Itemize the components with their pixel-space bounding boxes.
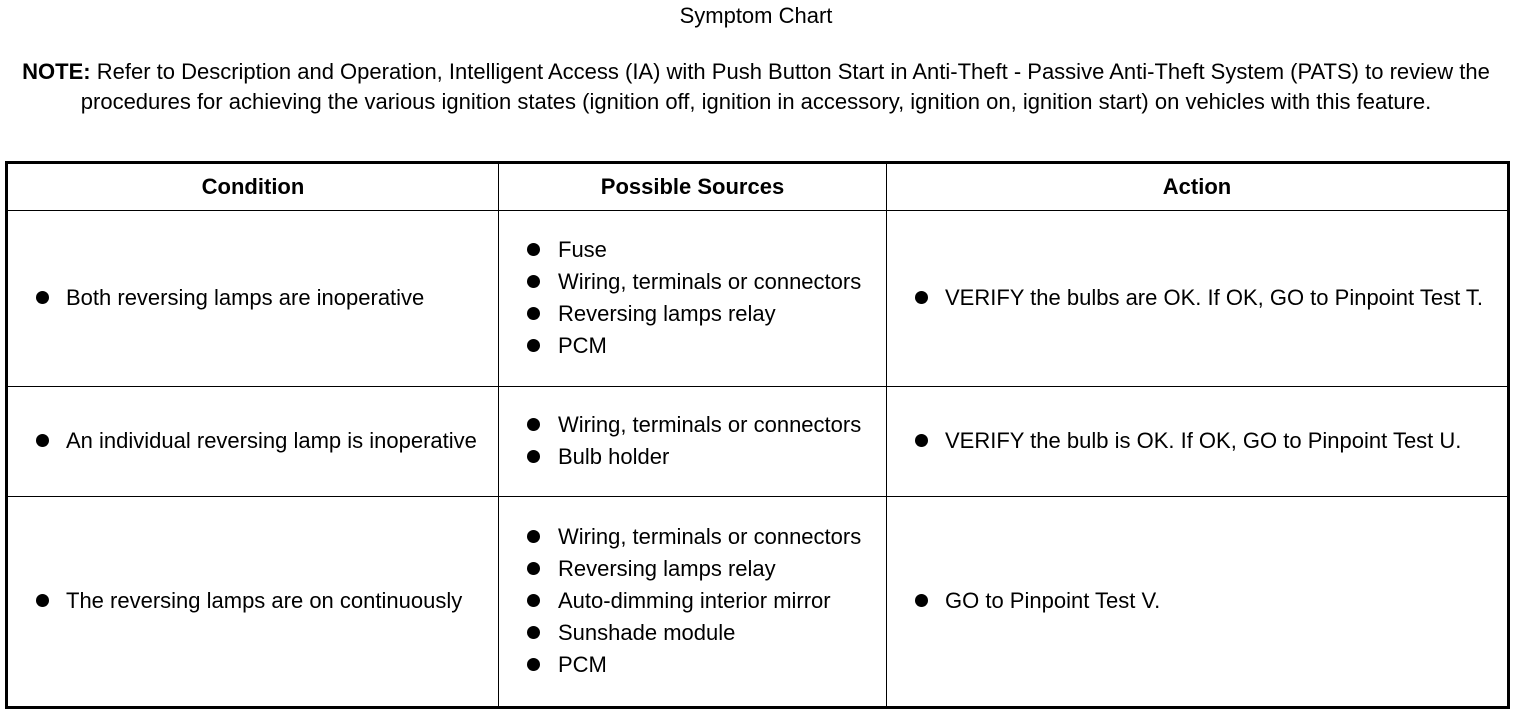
condition-item: The reversing lamps are on continuously: [8, 586, 498, 616]
source-item: Wiring, terminals or connectors: [499, 522, 886, 552]
action-cell: [887, 387, 1509, 497]
table-header-row: [7, 163, 1509, 211]
table-row: [7, 497, 1509, 708]
source-item: Auto-dimming interior mirror: [499, 586, 886, 616]
header-condition: Condition: [7, 163, 499, 211]
action-item: VERIFY the bulb is OK. If OK, GO to Pinpoint Test U.: [887, 426, 1507, 456]
page-title: Symptom Chart: [679, 3, 833, 28]
source-item: Fuse: [499, 235, 886, 265]
sources-cell: [499, 387, 887, 497]
condition-item: An individual reversing lamp is inoperative: [8, 426, 498, 456]
source-item: Bulb holder: [499, 442, 886, 472]
note-label: NOTE:: [22, 59, 91, 84]
action-cell: [887, 497, 1509, 708]
condition-item: Both reversing lamps are inoperative: [8, 283, 498, 313]
action-item: VERIFY the bulbs are OK. If OK, GO to Pinpoint Test T.: [887, 283, 1507, 313]
note-text: Refer to Description and Operation, Intelligent Access (IA) with Push Button Start in Anti-Theft - Passive Anti-Theft System (PATS) to review the procedures for achieving the various ignition states (ignition off, ignition in accessory, ignition on, ignition start) on vehicles with this feature.: [80, 59, 1490, 114]
condition-cell: [7, 211, 499, 387]
source-item: Wiring, terminals or connectors: [499, 267, 886, 297]
table-row: [7, 387, 1509, 497]
symptom-table: [5, 161, 1510, 709]
source-item: Sunshade module: [499, 618, 886, 648]
source-item: PCM: [499, 331, 886, 361]
condition-cell: [7, 497, 499, 708]
sources-cell: [499, 497, 887, 708]
source-item: Wiring, terminals or connectors: [499, 410, 886, 440]
header-possible-sources: Possible Sources: [499, 163, 887, 211]
header-action: Action: [887, 163, 1509, 211]
source-item: Reversing lamps relay: [499, 299, 886, 329]
source-item: Reversing lamps relay: [499, 554, 886, 584]
source-item: PCM: [499, 650, 886, 680]
action-cell: [887, 211, 1509, 387]
note-paragraph: [0, 57, 1512, 117]
condition-cell: [7, 387, 499, 497]
action-item: GO to Pinpoint Test V.: [887, 586, 1507, 616]
table-row: [7, 211, 1509, 387]
sources-cell: [499, 211, 887, 387]
